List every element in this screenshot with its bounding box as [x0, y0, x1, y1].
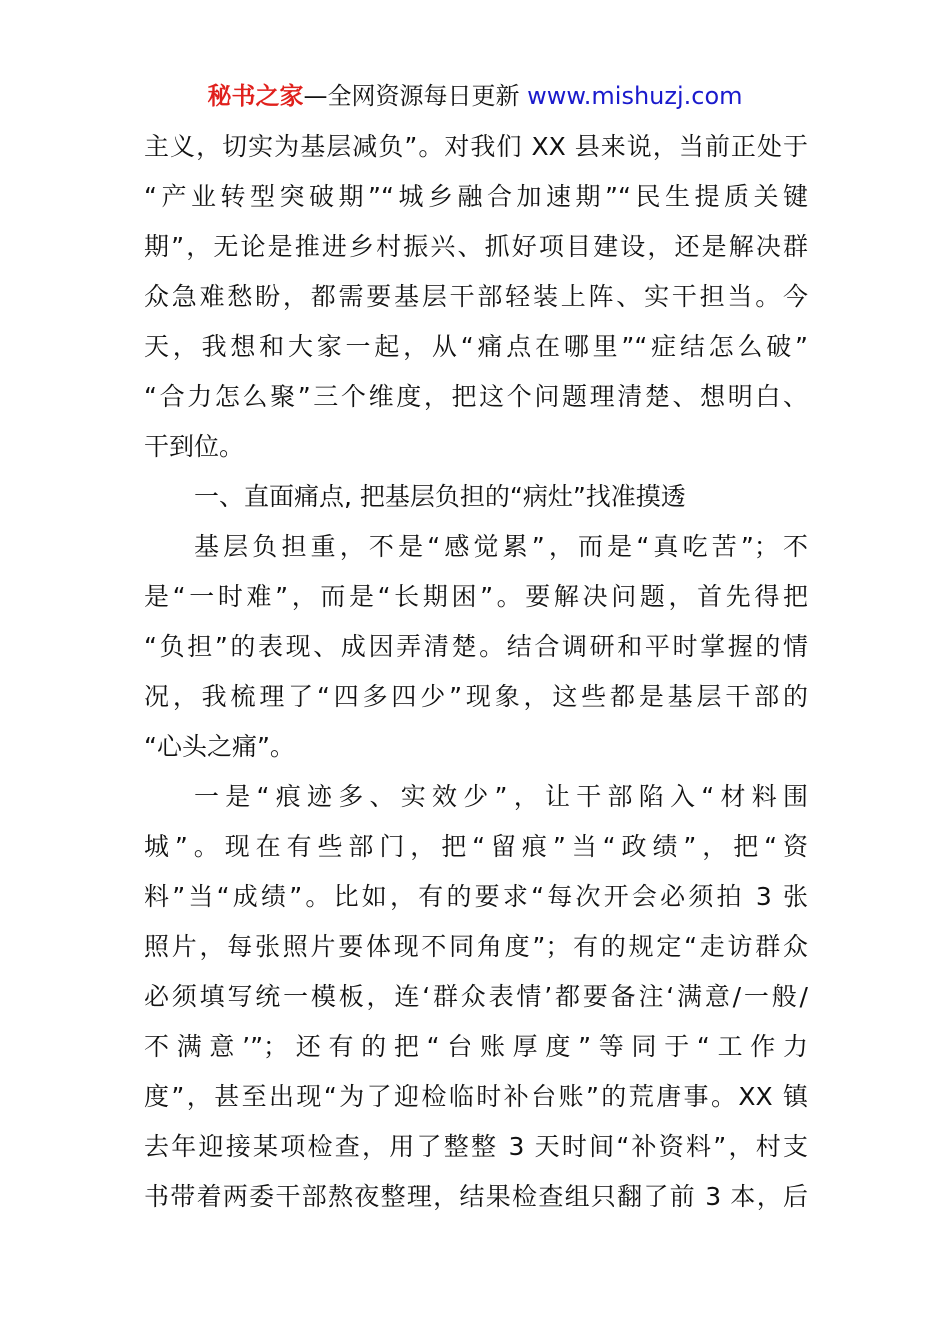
text-line: 众急难愁盼，都需要基层干部轻装上阵、实干担当。今	[144, 282, 808, 311]
text-line: 况，我梳理了“四多四少”现象，这些都是基层干部的	[144, 682, 808, 711]
site-url-link[interactable]: www.mishuzj.com	[527, 82, 743, 110]
text-line: “负担”的表现、成因弄清楚。结合调研和平时掌握的情	[144, 632, 808, 661]
section-heading: 一、直面痛点, 把基层负担的“病灶”找准摸透	[194, 482, 686, 511]
text-line: 必须填写统一模板，连‘群众表情’都要备注‘满意/一般/	[144, 982, 808, 1011]
document-body	[144, 122, 808, 1222]
text-line: 期”，无论是推进乡村振兴、抓好项目建设，还是解决群	[144, 232, 808, 261]
site-brand: 秘书之家	[207, 82, 304, 110]
text-line: 是“一时难”，而是“长期困”。要解决问题，首先得把	[144, 582, 808, 611]
text-line: 度”，甚至出现“为了迎检临时补台账”的荒唐事。XX 镇	[144, 1082, 808, 1111]
text-line: 基层负担重，不是“感觉累”，而是“真吃苦”；不	[194, 532, 808, 561]
text-line: 书带着两委干部熬夜整理，结果检查组只翻了前 3 本，后	[144, 1182, 808, 1211]
text-line: 天，我想和大家一起，从“痛点在哪里”“症结怎么破”	[144, 332, 808, 361]
text-line: 去年迎接某项检查，用了整整 3 天时间“补资料”，村支	[144, 1132, 808, 1161]
text-line: 不满意’”；还有的把“台账厚度”等同于“工作力	[144, 1032, 808, 1061]
text-line: 照片，每张照片要体现不同角度”；有的规定“走访群众	[144, 932, 808, 961]
text-line: 干到位。	[144, 432, 245, 461]
text-line: 城”。现在有些部门，把“留痕”当“政绩”，把“资	[144, 832, 808, 861]
page-header	[0, 80, 950, 112]
text-line: “心头之痛”。	[144, 732, 295, 761]
text-line: 料”当“成绩”。比如，有的要求“每次开会必须拍 3 张	[144, 882, 808, 911]
text-line: “合力怎么聚”三个维度，把这个问题理清楚、想明白、	[144, 382, 808, 411]
text-line: “产业转型突破期”“城乡融合加速期”“民生提质关键	[144, 182, 808, 211]
text-line: 一是“痕迹多、实效少”，让干部陷入“材料围	[194, 782, 808, 811]
text-line: 主义，切实为基层减负”。对我们 XX 县来说，当前正处于	[144, 132, 808, 161]
site-tagline: —全网资源每日更新	[303, 82, 528, 110]
